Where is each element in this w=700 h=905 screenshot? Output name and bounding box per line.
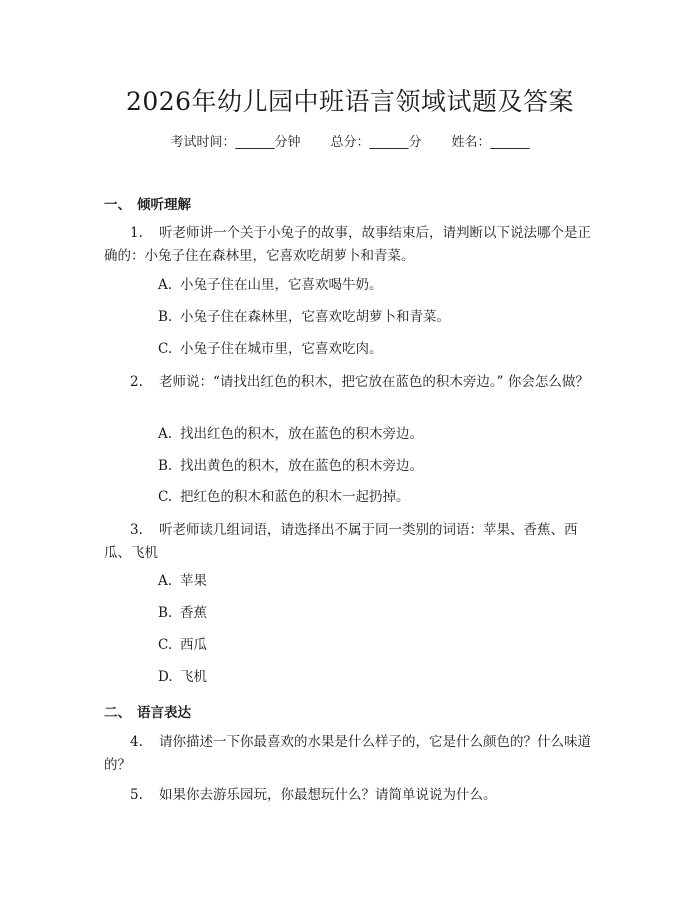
option-text: 找出红色的积木，放在蓝色的积木旁边。 — [180, 426, 423, 442]
option — [158, 487, 410, 507]
option-letter: A. — [158, 277, 173, 293]
question-text: 如果你去游乐园玩，你最想玩什么？请简单说说为什么。 — [159, 787, 497, 803]
option — [158, 571, 207, 591]
exam-meta — [0, 131, 700, 150]
option-text: 小兔子住在森林里，它喜欢吃胡萝卜和青菜。 — [180, 309, 450, 325]
question-number: 2. — [130, 374, 143, 390]
name-blank: ______ — [490, 135, 530, 150]
option-letter: B. — [158, 458, 173, 474]
option-text: 把红色的积木和蓝色的积木一起扔掉。 — [180, 489, 410, 505]
section-heading — [104, 701, 191, 721]
time-unit: 分钟 — [274, 135, 301, 150]
section-title: 语言表达 — [137, 705, 191, 721]
score-unit: 分 — [408, 135, 422, 150]
question-text: 听老师读几组词语，请选择出不属于同一类别的词语：苹果、香蕉、西瓜、飞机 — [104, 522, 578, 561]
section-heading — [104, 193, 191, 213]
question-number: 4. — [130, 734, 143, 750]
section-number: 二、 — [104, 705, 131, 721]
option — [158, 667, 207, 687]
question-5 — [104, 784, 604, 807]
question-1 — [104, 222, 604, 268]
option — [158, 339, 383, 359]
option-letter: A. — [158, 426, 173, 442]
option-letter: B. — [158, 605, 173, 621]
question-number: 5. — [130, 787, 143, 803]
option-text: 香蕉 — [180, 605, 207, 621]
option-text: 苹果 — [180, 573, 207, 589]
question-2 — [104, 371, 604, 394]
option-text: 西瓜 — [180, 637, 207, 653]
option-letter: B. — [158, 309, 173, 325]
option — [158, 635, 207, 655]
option-letter: C. — [158, 489, 173, 505]
option — [158, 603, 207, 623]
option — [158, 275, 383, 295]
question-4 — [104, 731, 604, 777]
question-3 — [104, 519, 604, 565]
option-text: 飞机 — [180, 669, 207, 685]
option — [158, 424, 423, 444]
option-text: 找出黄色的积木，放在蓝色的积木旁边。 — [180, 458, 423, 474]
time-blank: ______ — [235, 135, 275, 150]
option — [158, 456, 423, 476]
section-title: 倾听理解 — [137, 197, 191, 213]
score-blank: ______ — [369, 135, 409, 150]
option — [158, 307, 450, 327]
question-text: 听老师讲一个关于小兔子的故事，故事结束后，请判断以下说法哪个是正确的：小兔子住在森林里，它喜欢吃胡萝卜和青菜。 — [104, 225, 591, 264]
option-text: 小兔子住在城市里，它喜欢吃肉。 — [180, 341, 383, 357]
section-number: 一、 — [104, 197, 131, 213]
option-text: 小兔子住在山里，它喜欢喝牛奶。 — [180, 277, 383, 293]
option-letter: D. — [158, 669, 173, 685]
time-label: 考试时间： — [170, 135, 236, 150]
name-label: 姓名： — [451, 135, 491, 150]
option-letter: C. — [158, 637, 173, 653]
page-title: 2026年幼儿园中班语言领域试题及答案 — [125, 87, 575, 116]
question-text: 老师说：“请找出红色的积木，把它放在蓝色的积木旁边。” 你会怎么做？ — [159, 374, 589, 390]
question-number: 1. — [130, 225, 143, 241]
score-label: 总分： — [330, 135, 370, 150]
question-number: 3. — [130, 522, 143, 538]
option-letter: A. — [158, 573, 173, 589]
question-text: 请你描述一下你最喜欢的水果是什么样子的，它是什么颜色的？什么味道的？ — [104, 734, 591, 773]
option-letter: C. — [158, 341, 173, 357]
